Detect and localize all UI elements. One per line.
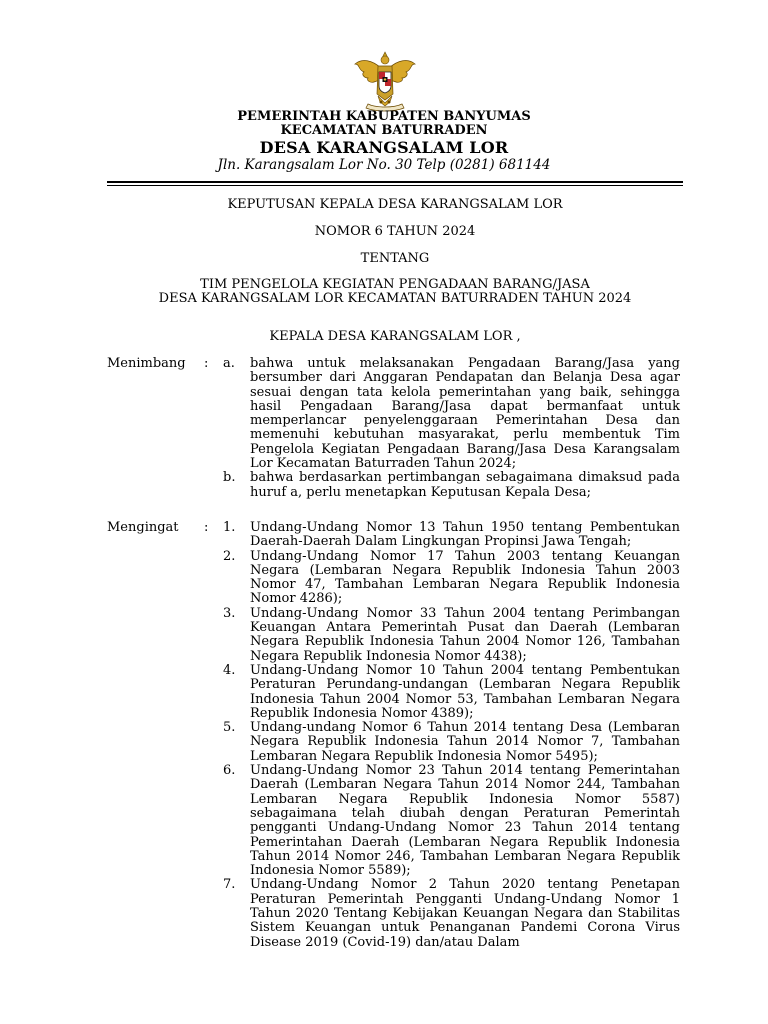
list-item — [223, 607, 680, 664]
mengingat-list — [223, 521, 680, 950]
item-marker: b. — [223, 470, 236, 486]
section-colon: : — [204, 356, 209, 371]
decree-number: NOMOR 6 TAHUN 2024 — [314, 224, 476, 239]
item-marker: 1. — [223, 520, 236, 535]
list-item — [223, 550, 680, 607]
item-text: Undang-Undang Nomor 2 Tahun 2020 tentang Penetapan Peraturan Pemerintah Pengganti Undang-Undang Nomor 1 Tahun 2020 Tentang Kebijakan Keuangan Negara dan Stabilitas Sistem Keuangan untuk Penanganan Pandemi Corona Virus Disease 2019 (Covid-19) dan/atau Dalam — [250, 877, 680, 950]
list-item — [223, 878, 680, 949]
item-text: Undang-undang Nomor 6 Tahun 2014 tentang Desa (Lembaran Negara Republik Indonesia Tahun 2014 Nomor 7, Tambahan Lembaran Negara Republik Indonesia Nomor 5495); — [250, 720, 680, 764]
item-marker: 5. — [223, 720, 236, 736]
section-colon: : — [204, 520, 209, 535]
header-address: Jln. Karangsalam Lor No. 30 Telp (0281) 681144 — [217, 157, 551, 173]
header-government: PEMERINTAH KABUPATEN BANYUMAS — [237, 109, 531, 124]
menimbang-list — [223, 357, 680, 500]
item-marker: 3. — [223, 605, 236, 621]
decree-title: KEPUTUSAN KEPALA DESA KARANGSALAM LOR — [227, 197, 563, 212]
decree-subject-line-1: TIM PENGELOLA KEGIATAN PENGADAAN BARANG/JASA — [200, 277, 590, 292]
decree-subject-line-2: DESA KARANGSALAM LOR KECAMATAN BATURRADEN TAHUN 2024 — [158, 291, 632, 306]
item-text: bahwa berdasarkan pertimbangan sebagaimana dimaksud pada huruf a, perlu menetapkan Keputusan Kepala Desa; — [250, 470, 680, 500]
garuda-emblem-icon — [352, 50, 418, 112]
list-item — [223, 471, 680, 500]
item-marker: 4. — [223, 662, 236, 678]
item-text: Undang-Undang Nomor 23 Tahun 2014 tentang Pemerintahan Daerah (Lembaran Negara Tahun 2014 Nomor 244, Tambahan Lembaran Negara Republik Indonesia Nomor 5587) sebagaimana telah diubah dengan Peraturan Pemerintah pengganti Undang-Undang Nomor 23 Tahun 2014 tentang Pemerintahan Daerah (Lembaran Negara Republik Indonesia Tahun 2014 Nomor 246, Tambahan Lembaran Negara Republik Indonesia Nomor 5589); — [250, 763, 680, 879]
item-text: Undang-Undang Nomor 10 Tahun 2004 tentang Pembentukan Peraturan Perundang-undangan (Lembaran Negara Republik Indonesia Tahun 2004 Nomor 53, Tambahan Lembaran Negara Republik Indonesia Nomor 4389); — [250, 662, 680, 721]
list-item — [223, 764, 680, 878]
item-marker: 6. — [223, 763, 236, 779]
item-text: bahwa untuk melaksanakan Pengadaan Barang/Jasa yang bersumber dari Anggaran Pendapatan dan Belanja Desa agar sesuai dengan tata kelola pemerintahan yang baik, sehingga hasil Pengadaan Barang/Jasa dapat bermanfaat untuk memperlancar penyelenggaraan Pemerintahan Desa dan memenuhi kebutuhan masyarakat, perlu membentuk Tim Pengelola Kegiatan Pengadaan Barang/Jasa Desa Karangsalam Lor Kecamatan Baturraden Tahun 2024; — [250, 356, 680, 472]
header-rule-thick — [107, 181, 683, 183]
item-marker: 7. — [223, 877, 236, 893]
item-marker: a. — [223, 356, 235, 371]
section-label: Menimbang — [107, 356, 186, 371]
item-text: Undang-Undang Nomor 17 Tahun 2003 tentang Keuangan Negara (Lembaran Negara Republik Indonesia Tahun 2003 Nomor 47, Tambahan Lembaran Negara Republik Indonesia Nomor 4286); — [250, 548, 680, 607]
list-item — [223, 664, 680, 721]
decree-about: TENTANG — [360, 251, 430, 266]
section-label: Mengingat — [107, 520, 179, 535]
item-text: Undang-Undang Nomor 13 Tahun 1950 tentang Pembentukan Daerah-Daerah Dalam Lingkungan Propinsi Jawa Tengah; — [250, 520, 680, 550]
list-item — [223, 721, 680, 764]
header-rule-thin — [107, 185, 683, 186]
header-district: KECAMATAN BATURRADEN — [280, 123, 488, 138]
item-marker: 2. — [223, 548, 236, 564]
item-text: Undang-Undang Nomor 33 Tahun 2004 tentang Perimbangan Keuangan Antara Pemerintah Pusat dan Daerah (Lembaran Negara Republik Indonesia Tahun 2004 Nomor 126, Tambahan Negara Republik Indonesia Nomor 4438); — [250, 605, 680, 664]
list-item — [223, 521, 680, 550]
list-item — [223, 357, 680, 471]
header-village: DESA KARANGSALAM LOR — [259, 138, 509, 157]
decree-signatory: KEPALA DESA KARANGSALAM LOR , — [269, 329, 521, 344]
